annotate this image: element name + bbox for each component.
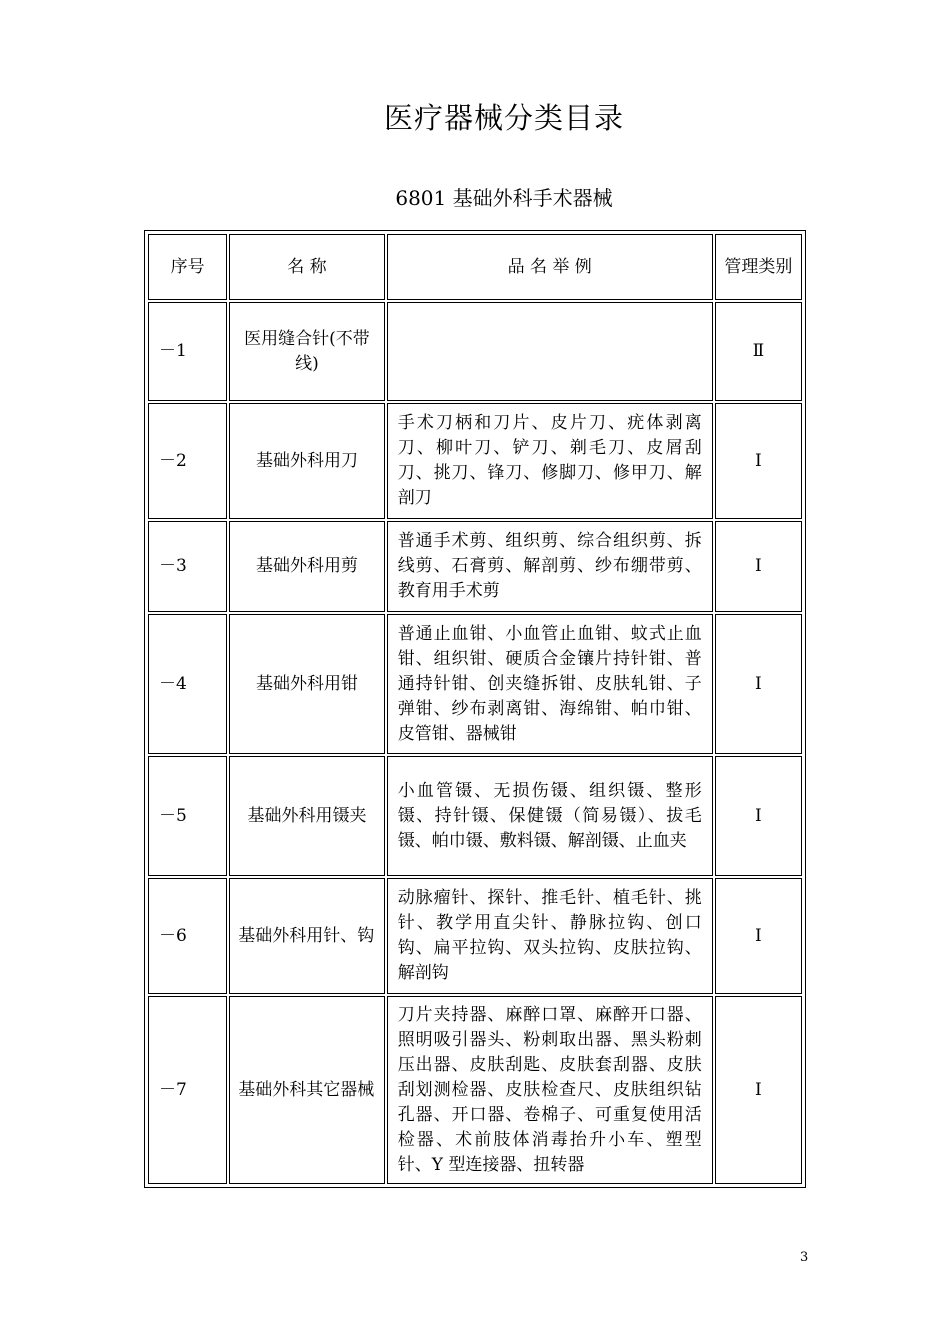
row-class: Ⅰ bbox=[715, 521, 802, 612]
row-class: Ⅰ bbox=[715, 403, 802, 519]
table-row bbox=[148, 756, 802, 876]
row-name: 基础外科用钳 bbox=[229, 614, 384, 754]
row-class: Ⅰ bbox=[715, 878, 802, 994]
table-row bbox=[148, 878, 802, 994]
catalog-table-frame bbox=[144, 230, 806, 1188]
row-name: 基础外科用剪 bbox=[229, 521, 384, 612]
header-no: 序号 bbox=[148, 234, 227, 300]
row-examples: 小血管镊、无损伤镊、组织镊、整形镊、持针镊、保健镊（简易镊）、拔毛镊、帕巾镊、敷料镊、解剖镊、止血夹 bbox=[387, 756, 713, 876]
page-number: 3 bbox=[800, 1250, 809, 1265]
row-name: 基础外科用针、钩 bbox=[229, 878, 384, 994]
row-name: 基础外科其它器械 bbox=[229, 996, 384, 1184]
row-examples: 普通止血钳、小血管止血钳、蚊式止血钳、组织钳、硬质合金镶片持针钳、普通持针钳、创夹缝拆钳、皮肤轧钳、子弹钳、纱布剥离钳、海绵钳、帕巾钳、皮管钳、器械钳 bbox=[387, 614, 713, 754]
row-name: 基础外科用镊夹 bbox=[229, 756, 384, 876]
row-no: －4 bbox=[148, 614, 227, 754]
row-examples: 刀片夹持器、麻醉口罩、麻醉开口器、照明吸引器头、粉刺取出器、黑头粉刺压出器、皮肤刮匙、皮肤套刮器、皮肤刮划测检器、皮肤检查尺、皮肤组织钻孔器、开口器、卷棉子、可重复使用活检器、术前肢体消毒抬升小车、塑型针、Y 型连接器、扭转器 bbox=[387, 996, 713, 1184]
header-examples: 品 名 举 例 bbox=[387, 234, 713, 300]
header-name: 名 称 bbox=[229, 234, 384, 300]
row-no: －7 bbox=[148, 996, 227, 1184]
row-examples: 手术刀柄和刀片、皮片刀、疣体剥离刀、柳叶刀、铲刀、剃毛刀、皮屑刮刀、挑刀、锋刀、修脚刀、修甲刀、解剖刀 bbox=[387, 403, 713, 519]
row-no: －1 bbox=[148, 302, 227, 401]
table-header-row bbox=[148, 234, 802, 300]
row-class: Ⅰ bbox=[715, 996, 802, 1184]
row-no: －2 bbox=[148, 403, 227, 519]
page-title: 医疗器械分类目录 bbox=[383, 101, 624, 135]
row-class: Ⅰ bbox=[715, 756, 802, 876]
section-subtitle: 6801 基础外科手术器械 bbox=[395, 186, 613, 210]
row-no: －3 bbox=[148, 521, 227, 612]
row-no: －5 bbox=[148, 756, 227, 876]
row-class: Ⅱ bbox=[715, 302, 802, 401]
row-class: Ⅰ bbox=[715, 614, 802, 754]
table-row bbox=[148, 996, 802, 1184]
row-examples: 动脉瘤针、探针、推毛针、植毛针、挑针、教学用直尖针、静脉拉钩、创口钩、扁平拉钩、双头拉钩、皮肤拉钩、解剖钩 bbox=[387, 878, 713, 994]
table-row bbox=[148, 614, 802, 754]
header-class: 管理类别 bbox=[715, 234, 802, 300]
row-no: －6 bbox=[148, 878, 227, 994]
table-row bbox=[148, 302, 802, 401]
table-row bbox=[148, 403, 802, 519]
row-name: 基础外科用刀 bbox=[229, 403, 384, 519]
table-row bbox=[148, 521, 802, 612]
row-examples: 普通手术剪、组织剪、综合组织剪、拆线剪、石膏剪、解剖剪、纱布绷带剪、教育用手术剪 bbox=[387, 521, 713, 612]
row-name: 医用缝合针(不带线) bbox=[229, 302, 384, 401]
row-examples bbox=[387, 302, 713, 401]
catalog-table bbox=[146, 232, 804, 1186]
